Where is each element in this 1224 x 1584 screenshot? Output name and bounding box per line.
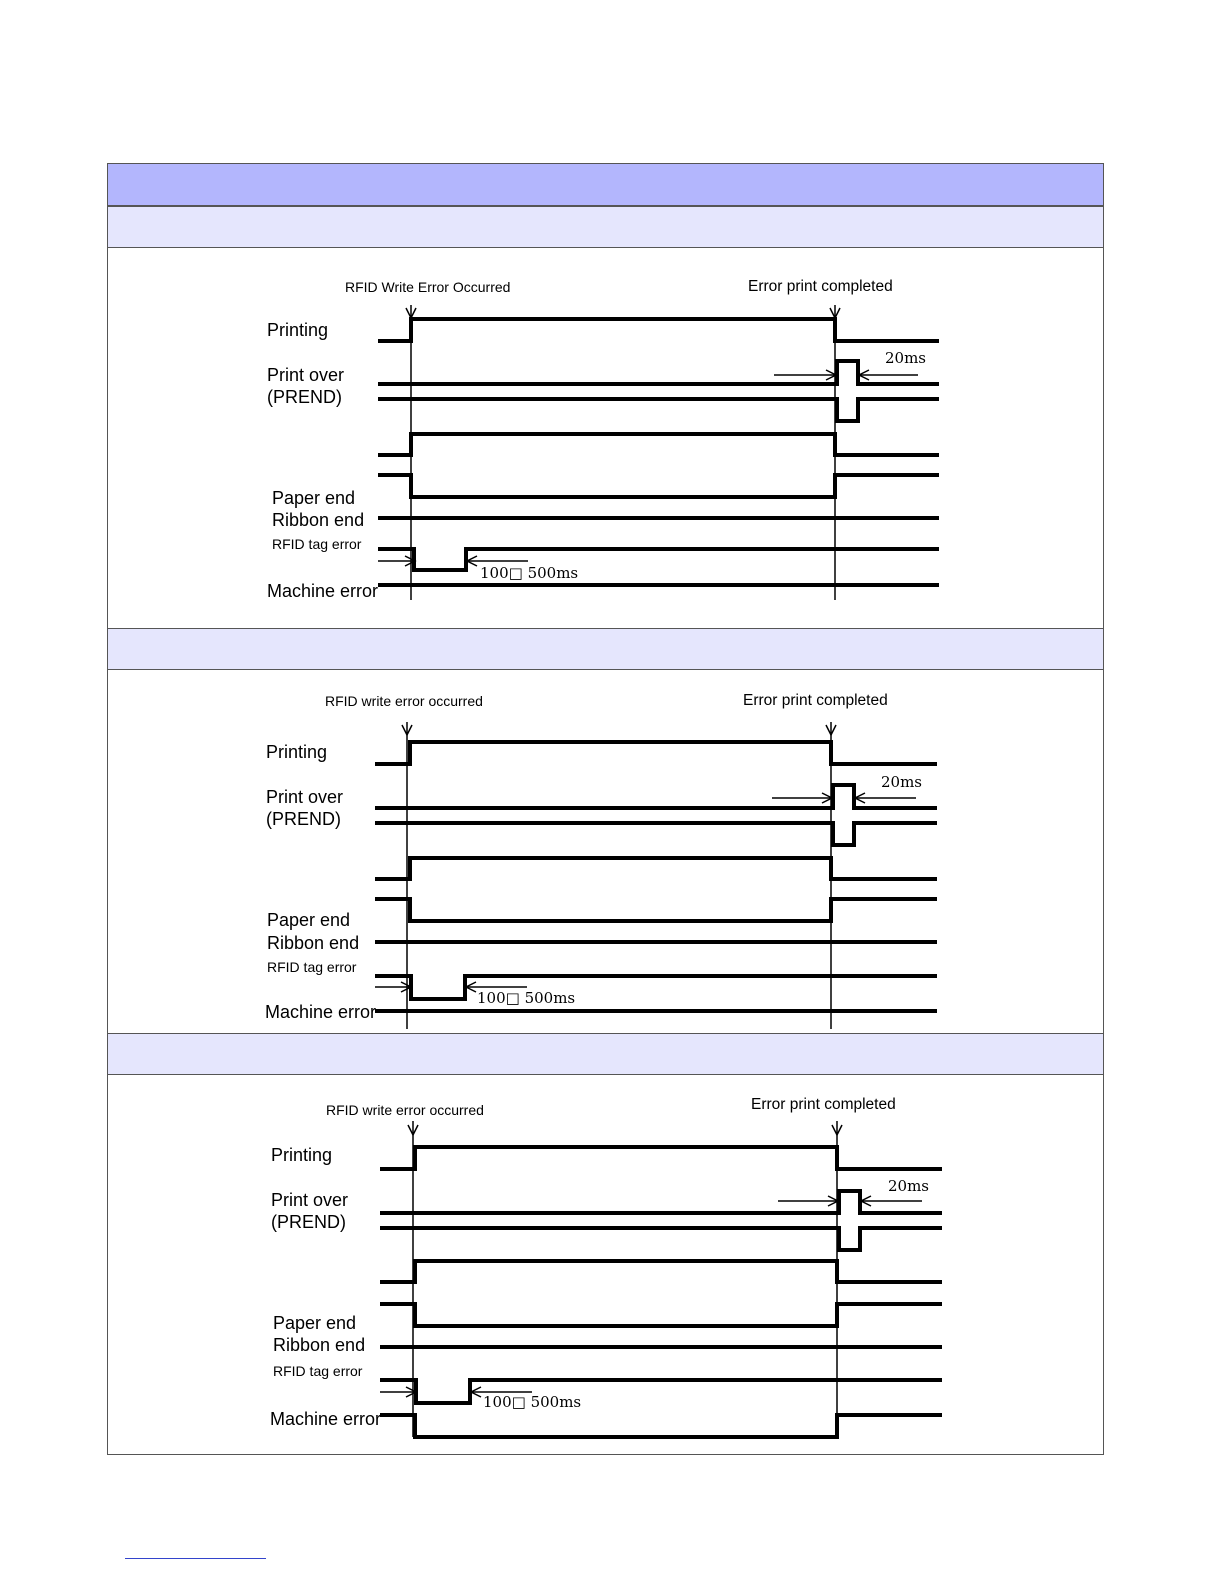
timing-diagram-2 (108, 670, 1103, 1034)
rfid-tag-error-waveform (375, 976, 937, 999)
rfid-tag-error-waveform (380, 1380, 942, 1403)
signal-label-prend: (PREND) (267, 387, 342, 407)
signal-a-waveform (375, 858, 937, 879)
section-header-3 (108, 1033, 1103, 1075)
footer-link-line[interactable] (125, 1558, 266, 1559)
tag-error-duration-label: 100□ 500ms (480, 564, 579, 582)
signal-label-ribbon-end: Ribbon end (267, 933, 360, 953)
signal-label-machine-error: Machine error (270, 1409, 382, 1429)
signal-label-printing: Printing (267, 320, 329, 340)
print-over-waveform (375, 785, 937, 808)
section-header-1 (108, 206, 1103, 248)
signal-label-paper-end: Paper end (267, 910, 351, 930)
signal-label-prend: (PREND) (266, 809, 341, 829)
event-label: RFID Write Error Occurred (345, 279, 511, 295)
table-header (108, 164, 1103, 206)
signal-label-printing: Printing (266, 742, 328, 762)
paper-end-waveform (380, 1304, 942, 1326)
signal-label-rfid-tag-error: RFID tag error (267, 959, 357, 975)
timing-diagram-1 (108, 248, 1103, 628)
signal-label-paper-end: Paper end (272, 488, 356, 508)
complete-label: Error print completed (748, 278, 893, 295)
signal-label-prend: (PREND) (271, 1212, 346, 1232)
print-over-waveform (380, 1191, 942, 1213)
pulse-width-label: 20ms (885, 349, 927, 367)
event-label: RFID write error occurred (325, 693, 483, 709)
rfid-tag-error-waveform (378, 549, 939, 570)
signal-label-printing: Printing (271, 1145, 333, 1165)
signal-label-rfid-tag-error: RFID tag error (273, 1363, 363, 1379)
printing-waveform (380, 1147, 942, 1169)
prend-waveform (380, 1228, 942, 1250)
tag-error-duration-label: 100□ 500ms (483, 1393, 582, 1411)
signal-label-paper-end: Paper end (273, 1313, 357, 1333)
section-header-2 (108, 628, 1103, 670)
printing-waveform (375, 742, 937, 764)
tag-error-duration-label: 100□ 500ms (477, 989, 576, 1007)
signal-label-rfid-tag-error: RFID tag error (272, 536, 362, 552)
paper-end-waveform (375, 899, 937, 921)
signal-label-ribbon-end: Ribbon end (272, 510, 365, 530)
signal-a-waveform (378, 434, 939, 455)
paper-end-waveform (378, 475, 939, 497)
signal-label-print-over: Print over (266, 787, 344, 807)
complete-label: Error print completed (743, 692, 888, 709)
signal-label-ribbon-end: Ribbon end (273, 1335, 366, 1355)
print-over-waveform (378, 361, 939, 384)
signal-label-machine-error: Machine error (267, 581, 379, 601)
printing-waveform (378, 319, 939, 341)
event-label: RFID write error occurred (326, 1102, 484, 1118)
machine-error-waveform (380, 1415, 942, 1437)
timing-diagram-3 (108, 1075, 1103, 1455)
signal-a-waveform (380, 1261, 942, 1282)
signal-label-print-over: Print over (267, 365, 345, 385)
signal-label-machine-error: Machine error (265, 1002, 377, 1022)
pulse-width-label: 20ms (881, 773, 923, 791)
complete-label: Error print completed (751, 1096, 896, 1113)
prend-waveform (375, 823, 937, 845)
prend-waveform (378, 399, 939, 421)
pulse-width-label: 20ms (888, 1177, 930, 1195)
timing-table (107, 163, 1104, 1455)
signal-label-print-over: Print over (271, 1190, 349, 1210)
